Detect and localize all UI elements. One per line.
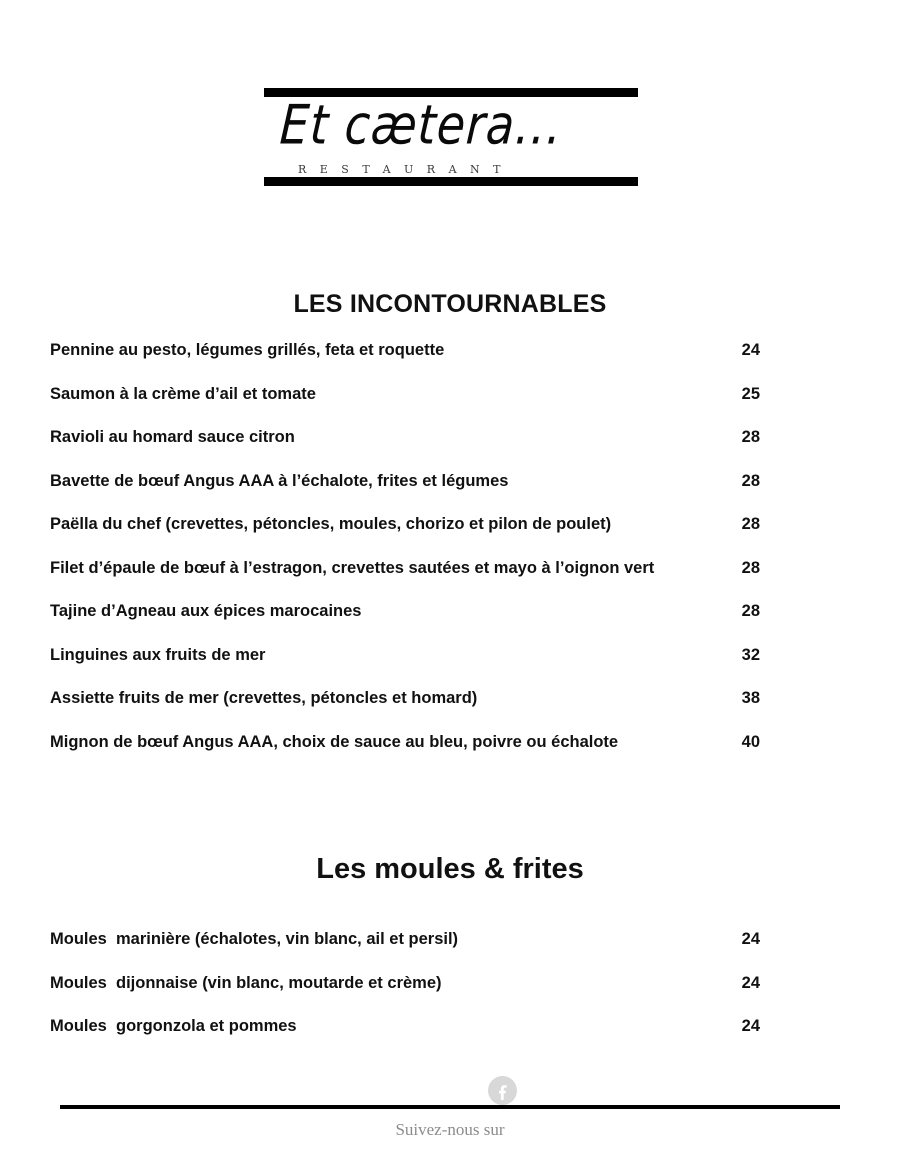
menu-item-row bbox=[50, 341, 760, 385]
menu-item-row bbox=[50, 974, 760, 1018]
menu-item-name: Pennine au pesto, légumes grillés, feta et roquette bbox=[50, 341, 445, 359]
menu-item-name: Assiette fruits de mer (crevettes, pétoncles et homard) bbox=[50, 689, 478, 707]
menu-item-name: Ravioli au homard sauce citron bbox=[50, 428, 295, 446]
menu-item-name: Mignon de bœuf Angus AAA, choix de sauce au bleu, poivre ou échalote bbox=[50, 732, 619, 751]
section-title-incontournables: LES INCONTOURNABLES bbox=[293, 290, 607, 318]
menu-item-price: 38 bbox=[741, 689, 760, 707]
menu-item-row bbox=[50, 515, 760, 559]
menu-item-price: 24 bbox=[741, 341, 760, 359]
menu-item-row bbox=[50, 385, 760, 429]
menu-item-name: Filet d’épaule de bœuf à l’estragon, crevettes sautées et mayo à l’oignon vert bbox=[50, 558, 655, 577]
menu-item-name: Linguines aux fruits de mer bbox=[50, 645, 266, 664]
menu-item-price: 28 bbox=[741, 602, 760, 620]
menu-item-row bbox=[50, 428, 760, 472]
menu-item-price: 24 bbox=[741, 1017, 760, 1035]
menu-list-incontournables bbox=[50, 341, 760, 776]
facebook-icon[interactable] bbox=[488, 1076, 517, 1105]
menu-item-price: 28 bbox=[741, 558, 760, 577]
menu-item-price: 40 bbox=[741, 732, 760, 751]
follow-us-text: Suivez-nous sur bbox=[395, 1120, 505, 1139]
menu-item-row bbox=[50, 602, 760, 646]
footer-divider bbox=[60, 1105, 840, 1109]
menu-item-name: Paëlla du chef (crevettes, pétoncles, moules, chorizo et pilon de poulet) bbox=[50, 515, 612, 533]
menu-list-moules-frites bbox=[50, 930, 760, 1061]
menu-item-name: Tajine d’Agneau aux épices marocaines bbox=[50, 602, 362, 620]
menu-item-price: 28 bbox=[741, 471, 760, 490]
menu-item-row bbox=[50, 689, 760, 733]
restaurant-logo bbox=[264, 88, 638, 186]
section-title-moules-frites: Les moules & frites bbox=[316, 853, 584, 885]
menu-item-name: Moules marinière (échalotes, vin blanc, ail et persil) bbox=[50, 930, 459, 948]
menu-item-price: 25 bbox=[741, 384, 760, 403]
menu-item-name: Moules gorgonzola et pommes bbox=[50, 1017, 297, 1035]
menu-item-name: Moules dijonnaise (vin blanc, moutarde et crème) bbox=[50, 973, 442, 992]
menu-item-price: 28 bbox=[741, 515, 760, 533]
menu-item-row bbox=[50, 472, 760, 516]
menu-item-price: 28 bbox=[741, 428, 760, 446]
logo-subtitle: RESTAURANT bbox=[298, 163, 514, 176]
logo-wordmark: Et cætera... bbox=[278, 93, 565, 157]
menu-item-price: 32 bbox=[741, 645, 760, 664]
menu-item-row bbox=[50, 559, 760, 603]
menu-item-name: Bavette de bœuf Angus AAA à l’échalote, frites et légumes bbox=[50, 471, 509, 490]
menu-item-row bbox=[50, 646, 760, 690]
menu-item-row bbox=[50, 930, 760, 974]
menu-item-price: 24 bbox=[741, 973, 760, 992]
menu-item-price: 24 bbox=[741, 930, 760, 948]
menu-item-row bbox=[50, 1017, 760, 1061]
menu-item-row bbox=[50, 733, 760, 777]
logo-inner bbox=[264, 93, 638, 177]
logo-bar-bottom bbox=[264, 177, 638, 186]
menu-item-name: Saumon à la crème d’ail et tomate bbox=[50, 384, 316, 403]
